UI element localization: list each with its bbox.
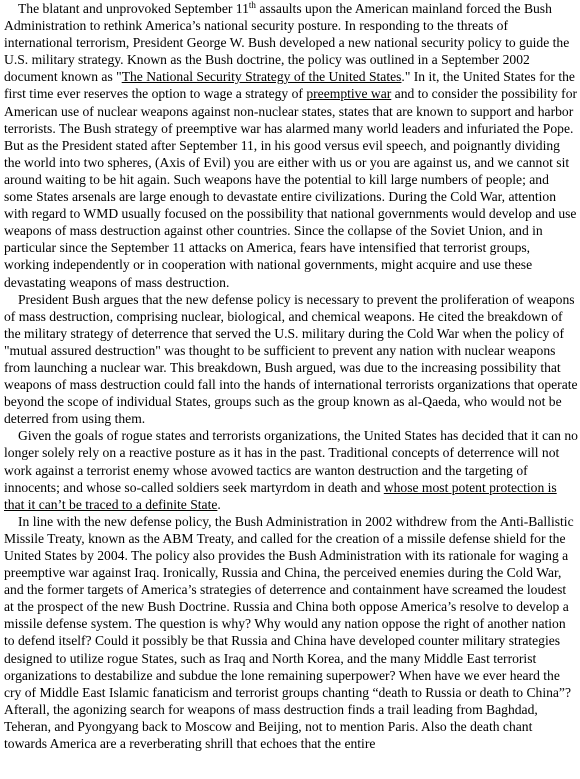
- text-run: .: [217, 496, 221, 512]
- document-page: [4, 0, 578, 752]
- paragraph: [4, 513, 578, 752]
- underlined-phrase: preemptive war: [306, 86, 392, 102]
- superscript: th: [248, 0, 256, 10]
- underlined-title: The National Security Strategy of the United States: [121, 69, 402, 85]
- text-run: ." In it, the United States for the first time ever reserves the option to wage a strategy of: [4, 69, 575, 102]
- text-run: President Bush argues that the new defense policy is necessary to prevent the proliferation of weapons of mass destruction, comprising nuclear, biological, and chemical weapons. He cited the breakdown of the military strategy of deterrence that served the U.S. military during the Cold War when the policy of "mutual assured destruction" was thought to be sufficient to prevent any nation with nuclear weapons from launching a nuclear war. This breakdown, Bush argued, was due to the increasing possibility that weapons of mass destruction could fall into the hands of international terrorists organizations that operate beyond the scope of individual States, groups such as the group known as al-Qaeda, who would not be deterred from using them.: [4, 291, 578, 427]
- paragraph: [4, 0, 578, 291]
- paragraph: [4, 427, 578, 512]
- paragraph: [4, 291, 578, 428]
- text-run: The blatant and unprovoked September 11: [18, 1, 249, 16]
- text-run: Given the goals of rogue states and terrorists organizations, the United States has decided that it can no longer solely rely on a reactive posture as it has in the past. Traditional concepts of deterrence will not work against a terrorist enemy whose avowed tactics are wanton destruction and the targeting of innocents; and whose so-called soldiers seek martyrdom in death and: [4, 428, 578, 495]
- underlined-phrase: whose most potent protection is that it can’t be traced to a definite State: [4, 479, 557, 512]
- text-run: assaults upon the American mainland forced the Bush Administration to rethink America’s national security posture. In responding to the threats of international terrorism, President George W. Bush developed a new national security policy to guide the U.S. military strategy. Known as the Bush doctrine, the policy was outlined in a September 2002 document known as ": [4, 1, 570, 85]
- text-run: and to consider the possibility for American use of nuclear weapons against non-nuclear states, states that are known to support and harbor terrorists. The Bush strategy of preemptive war has alarmed many world leaders and infuriated the Pope. But as the President stated after September 11, in his good versus evil speech, and poignantly dividing the world into two spheres, (Axis of Evil) you are either with us or you are against us, and we cannot sit around waiting to be hit again. Such weapons have the potential to kill large numbers of people; and some States arsenals are large enough to devastate entire civilizations. During the Cold War, attention with regard to WMD usually focused on the possibility that national governments would develop and use weapons of mass destruction against other countries. Since the collapse of the Soviet Union, and in particular since the September 11 attacks on America, fears have intensified that terrorist groups, working independently or in cooperation with national governments, might acquire and use these devastating weapons of mass destruction.: [4, 86, 578, 290]
- text-run: In line with the new defense policy, the Bush Administration in 2002 withdrew from the Anti-Ballistic Missile Treaty, known as the ABM Treaty, and called for the creation of a missile defense shield for the United States by 2004. The policy also provides the Bush Administration with its rationale for waging a preemptive war against Iraq. Ironically, Russia and China, the perceived enemies during the Cold War, and the former targets of America’s strategies of deterrence and containment have screamed the loudest at the prospect of the new Bush Doctrine. Russia and China both oppose America’s resolve to develop a missile defense system. The question is why? Why would any nation oppose the right of another nation to defend itself? Could it possibly be that Russia and China have developed counter military strategies designed to utilize rogue States, such as Iraq and North Korea, and the many Middle East terrorist organizations to destabilize and subdue the lone remaining superpower? When have we ever heard the cry of Middle East Islamic fanaticism and terrorist groups chanting “death to Russia or death to China”? Afterall, the agonizing search for weapons of mass destruction finds a trail leading from Baghdad, Teheran, and Pyongyang back to Moscow and Beijing, not to mention Paris. Also the death chant towards America are a reverberating shrill that echoes that the entire: [4, 513, 574, 752]
